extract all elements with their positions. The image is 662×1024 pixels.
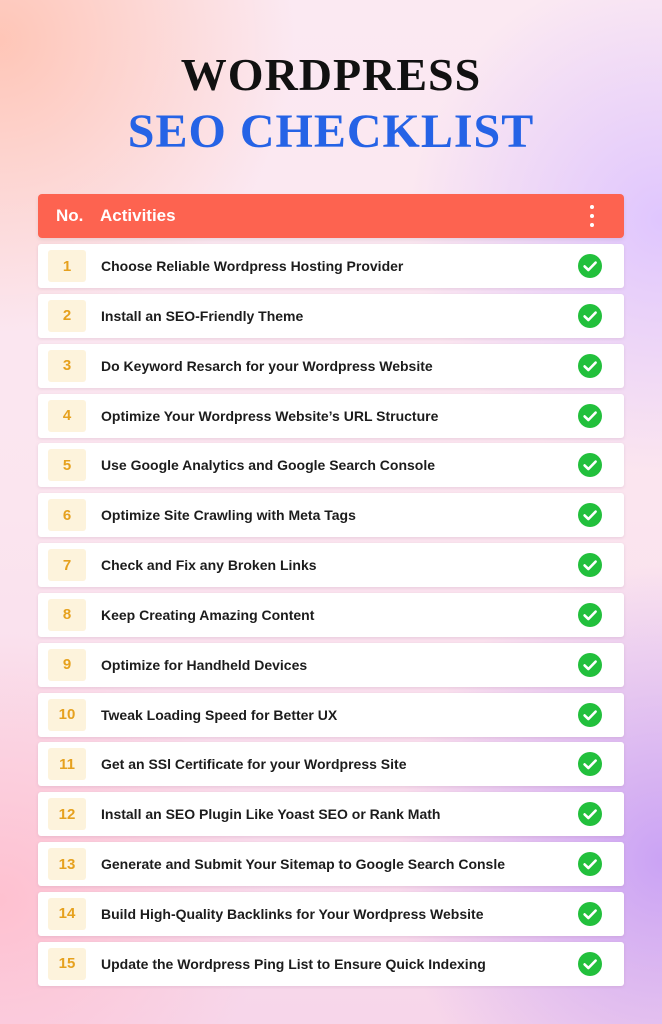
row-activity: Choose Reliable Wordpress Hosting Provider	[101, 258, 404, 274]
table-row	[38, 244, 624, 288]
check-circle-icon	[578, 952, 602, 976]
page-subtitle: SEO CHECKLIST	[127, 105, 535, 158]
row-activity: Optimize Your Wordpress Website’s URL Structure	[101, 407, 439, 424]
table-row	[38, 593, 624, 637]
row-number: 8	[48, 599, 86, 631]
check-circle-icon	[578, 354, 602, 378]
row-number: 15	[48, 948, 86, 980]
check-circle-icon	[578, 852, 602, 876]
row-activity: Build High-Quality Backlinks for Your Wordpress Website	[101, 905, 484, 922]
check-circle-icon	[578, 653, 602, 677]
check-circle-icon	[578, 503, 602, 527]
row-number: 9	[48, 649, 86, 681]
table-header	[38, 194, 624, 238]
row-number: 14	[48, 898, 86, 930]
row-number: 3	[48, 350, 86, 382]
row-activity: Get an SSl Certificate for your Wordpress Site	[101, 756, 407, 773]
table-row	[38, 294, 624, 338]
row-number: 2	[48, 300, 86, 332]
table-row	[38, 792, 624, 836]
row-number: 5	[48, 449, 86, 481]
table-rows	[38, 244, 624, 986]
check-circle-icon	[578, 404, 602, 428]
row-activity: Keep Creating Amazing Content	[101, 606, 315, 623]
row-activity: Tweak Loading Speed for Better UX	[101, 706, 338, 723]
table-row	[38, 394, 624, 438]
table-row	[38, 493, 624, 537]
row-activity: Optimize Site Crawling with Meta Tags	[101, 507, 356, 524]
check-circle-icon	[578, 752, 602, 776]
row-number: 13	[48, 848, 86, 880]
table-row	[38, 344, 624, 388]
check-circle-icon	[578, 703, 602, 727]
page-title: WORDPRESS	[180, 49, 482, 100]
row-activity: Use Google Analytics and Google Search Console	[101, 457, 436, 474]
table-row	[38, 443, 624, 487]
table-row	[38, 892, 624, 936]
row-number: 6	[48, 499, 86, 531]
table-row	[38, 543, 624, 587]
table-row	[38, 842, 624, 886]
header-activities: Activities	[100, 206, 176, 225]
row-number: 7	[48, 549, 86, 581]
check-circle-icon	[578, 553, 602, 577]
table-row	[38, 643, 624, 687]
table-row	[38, 942, 624, 986]
row-number: 12	[48, 798, 86, 830]
kebab-menu-icon[interactable]	[586, 205, 598, 227]
row-number: 11	[48, 748, 86, 780]
header-no: No.	[56, 206, 84, 225]
row-number: 1	[48, 250, 86, 282]
table-row	[38, 742, 624, 786]
row-activity: Generate and Submit Your Sitemap to Google Search Consle	[101, 856, 506, 873]
row-activity: Do Keyword Resarch for your Wordpress Website	[101, 357, 433, 374]
check-circle-icon	[578, 902, 602, 926]
row-activity: Check and Fix any Broken Links	[101, 557, 317, 574]
check-circle-icon	[578, 453, 602, 477]
table-row	[38, 693, 624, 737]
row-number: 4	[48, 400, 86, 432]
check-circle-icon	[578, 802, 602, 826]
row-activity: Install an SEO Plugin Like Yoast SEO or Rank Math	[101, 806, 441, 823]
row-activity: Optimize for Handheld Devices	[101, 656, 308, 673]
row-activity: Install an SEO-Friendly Theme	[101, 307, 304, 324]
row-number: 10	[48, 699, 86, 731]
check-circle-icon	[578, 254, 602, 278]
checklist-table	[38, 194, 624, 992]
row-activity: Update the Wordpress Ping List to Ensure Quick Indexing	[101, 955, 486, 972]
check-circle-icon	[578, 603, 602, 627]
check-circle-icon	[578, 304, 602, 328]
